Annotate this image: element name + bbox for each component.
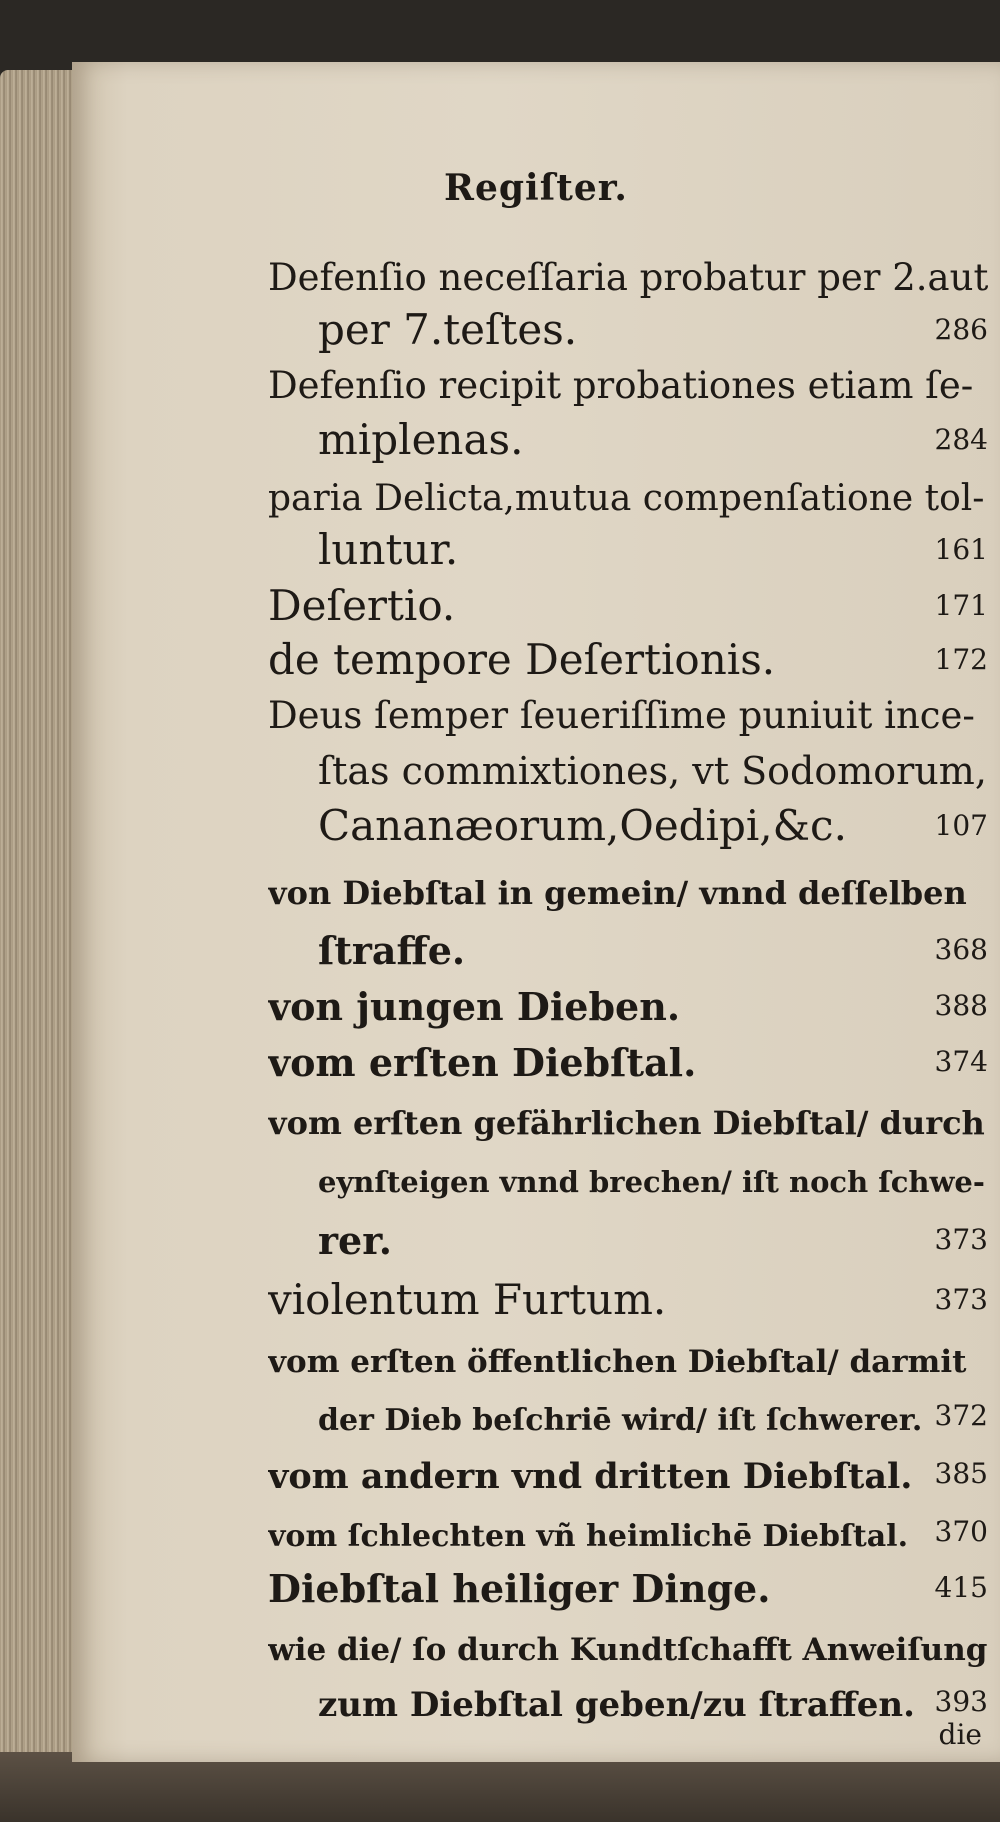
page-number: 415	[934, 1571, 988, 1604]
entry-text: Cananæorum,Oedipi,&c.	[318, 801, 847, 850]
register-line	[268, 1446, 988, 1502]
entry-text: Deus ſemper ſeueriſſime puniuit ince-	[268, 694, 975, 737]
page-number: 372	[934, 1399, 988, 1432]
entry-text: der Dieb beſchriē wird/ iſt ſchwerer.	[318, 1403, 923, 1438]
register-line	[268, 632, 988, 688]
register-entries	[72, 62, 1000, 1762]
entry-text: violentum Furtum.	[268, 1275, 667, 1324]
register-line	[268, 1504, 988, 1560]
entry-text: Deſertio.	[268, 581, 456, 630]
entry-text: luntur.	[318, 525, 459, 574]
page-number: 368	[934, 933, 988, 966]
register-line	[318, 522, 988, 578]
entry-text: vom erſten gefährlichen Diebſtal/ durch	[268, 1104, 985, 1142]
entry-text: vom ſchlechten vñ heimlichē Diebſtal.	[268, 1519, 909, 1554]
entry-text: von Diebſtal in gemein/ vnnd deſſelben	[268, 874, 967, 912]
page-number: 370	[934, 1515, 988, 1548]
book-bottom-edge	[0, 1752, 1000, 1822]
register-line	[268, 1272, 988, 1328]
register-line	[268, 1034, 988, 1090]
entry-text: Defenſio recipit probationes etiam ſe-	[268, 364, 974, 407]
page-header: Regiſter.	[444, 167, 628, 209]
entry-text: Diebſtal heiliger Dinge.	[268, 1566, 771, 1611]
register-line	[318, 1212, 988, 1268]
entry-text: vom erſten Diebſtal.	[268, 1040, 697, 1085]
entry-text: vom erſten öffentlichen Diebſtal/ darmit	[268, 1344, 967, 1380]
entry-text: ſtraffe.	[318, 928, 466, 973]
register-line	[318, 302, 988, 358]
page-number: 161	[934, 533, 988, 566]
page-number: 171	[934, 589, 988, 622]
register-line	[268, 1330, 988, 1386]
page-number: 393	[934, 1685, 988, 1718]
register-line	[268, 248, 988, 304]
register-line	[268, 356, 988, 412]
page-number: 284	[934, 423, 988, 456]
page-number: 385	[934, 1457, 988, 1490]
page-number: 373	[934, 1223, 988, 1256]
catchword: die	[938, 1718, 982, 1751]
page-number: 172	[934, 643, 988, 676]
register-line	[268, 686, 988, 742]
register-line	[268, 578, 988, 634]
page-number: 374	[934, 1045, 988, 1078]
entry-text: ſtas commixtiones, vt Sodomorum,	[318, 749, 987, 793]
register-line	[268, 1560, 988, 1616]
register-line	[268, 1092, 988, 1148]
register-line	[318, 922, 988, 978]
entry-text: rer.	[318, 1218, 392, 1263]
entry-text: de tempore Deſertionis.	[268, 635, 776, 684]
page-number: 107	[934, 809, 988, 842]
entry-text: wie die/ ſo durch Kundtſchafft Anweiſung	[268, 1632, 988, 1668]
register-line	[318, 742, 988, 798]
page-number: 373	[934, 1283, 988, 1316]
register-line	[268, 468, 988, 524]
register-line	[318, 1388, 988, 1444]
page-number: 388	[934, 989, 988, 1022]
register-line	[318, 1674, 988, 1730]
book-page	[72, 62, 1000, 1762]
register-line	[318, 1150, 988, 1206]
entry-text: paria Delicta,mutua compenſatione tol-	[268, 478, 985, 519]
entry-text: vom andern vnd dritten Diebſtal.	[268, 1456, 913, 1497]
entry-text: per 7.teſtes.	[318, 305, 578, 354]
entry-text: miplenas.	[318, 415, 524, 464]
register-line	[318, 412, 988, 468]
entry-text: zum Diebſtal geben/zu ſtraffen.	[318, 1685, 915, 1725]
register-line	[268, 978, 988, 1034]
book-page-edges	[0, 70, 80, 1770]
entry-text: eynſteigen vnnd brechen/ iſt noch ſchwe-	[318, 1165, 985, 1199]
register-line	[268, 862, 988, 918]
page-number: 286	[934, 313, 988, 346]
register-line	[268, 1618, 988, 1674]
entry-text: von jungen Dieben.	[268, 984, 681, 1029]
register-line	[318, 798, 988, 854]
entry-text: Defenſio neceſſaria probatur per 2.aut	[268, 256, 988, 299]
